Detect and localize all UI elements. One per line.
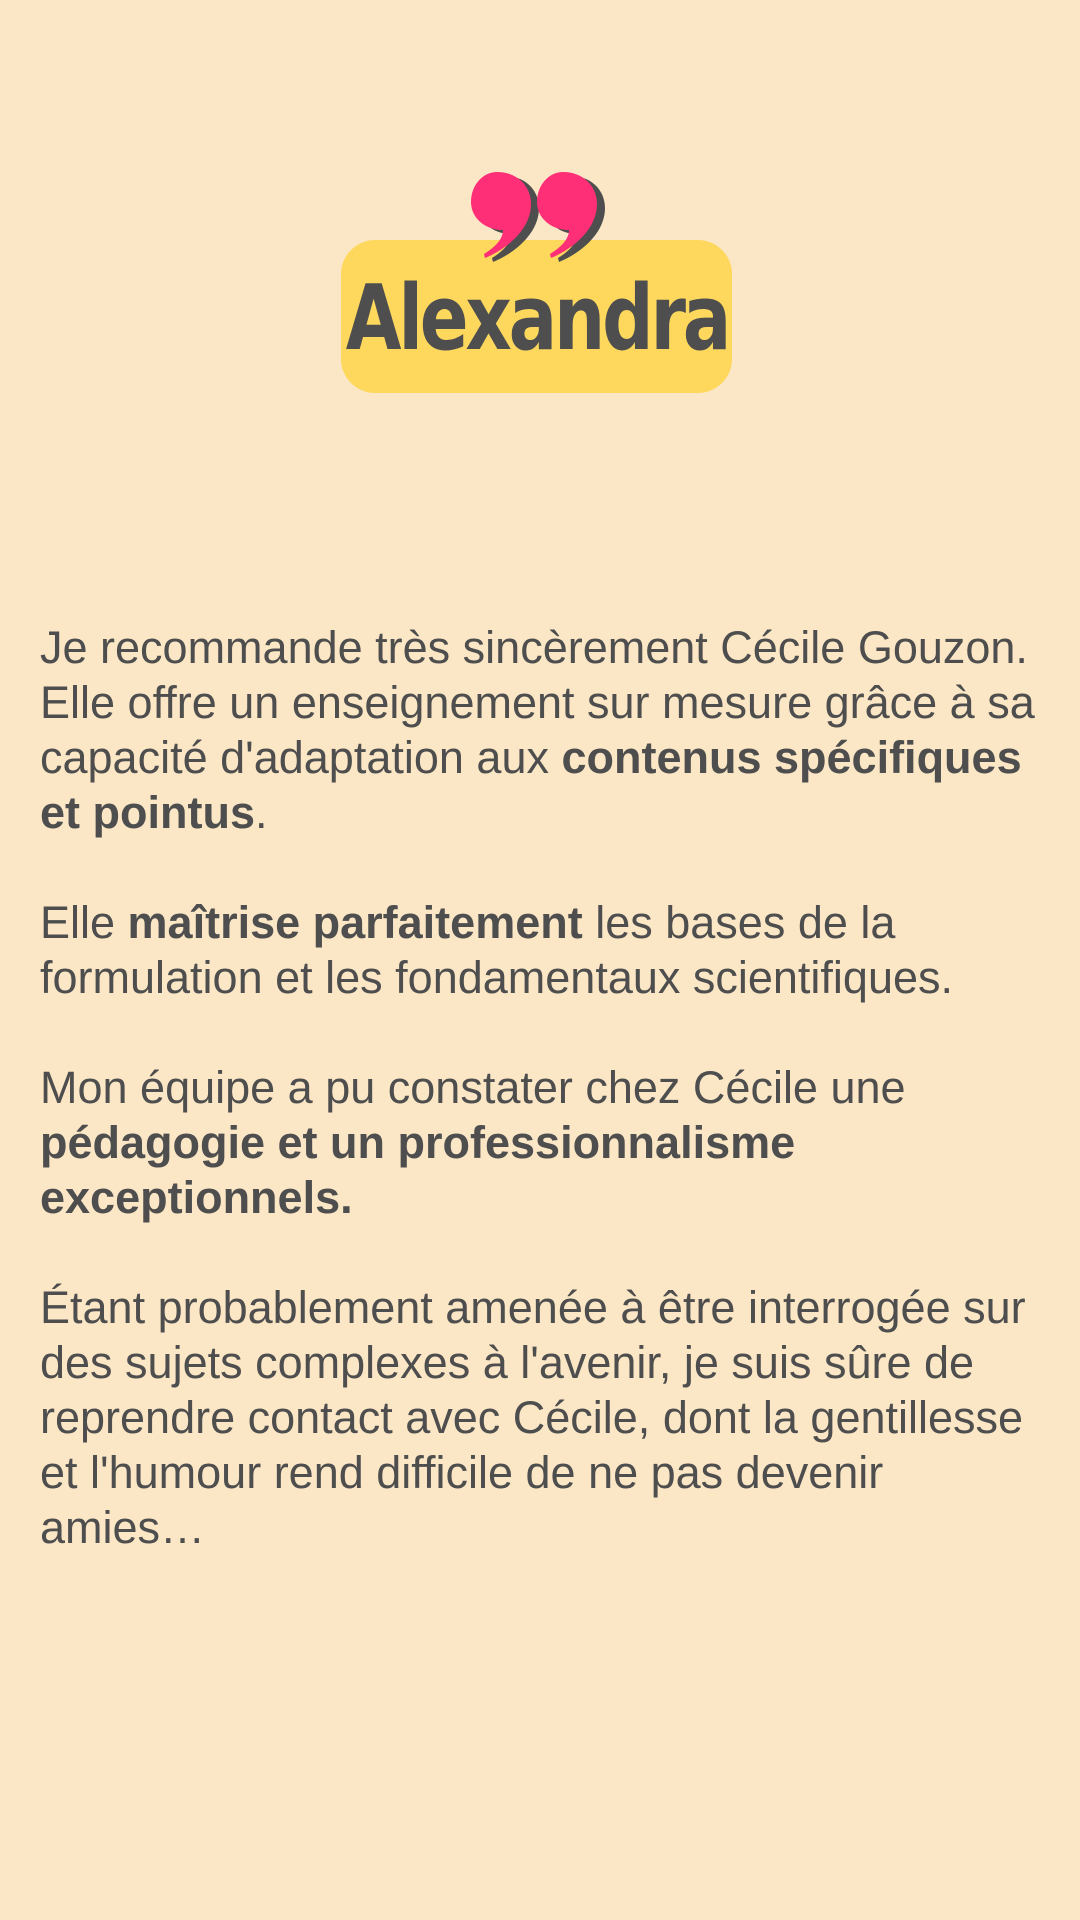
paragraph-text: . <box>254 787 268 838</box>
paragraph-text: les bases de la formulation et les fondamentaux scientifiques. <box>40 897 954 1003</box>
paragraph-text: Mon équipe a pu constater chez Cécile une <box>40 1062 906 1113</box>
testimonial-text <box>40 620 1050 1555</box>
double-quote-icon <box>465 170 610 270</box>
paragraph-bold: pédagogie et un professionnalisme exceptionnels. <box>40 1117 796 1223</box>
testimonial-paragraph-3 <box>40 1060 1050 1225</box>
paragraph-bold: maîtrise parfaitement <box>127 897 583 948</box>
testimonial-paragraph-4 <box>40 1280 1050 1555</box>
paragraph-text: Je recommande très sincèrement Cécile Gouzon. Elle offre un enseignement sur mesure grâce à sa capacité d'adaptation aux <box>40 622 1035 783</box>
testimonial-paragraph-2 <box>40 895 1050 1005</box>
testimonial-paragraph-1 <box>40 620 1050 840</box>
paragraph-bold: contenus spécifiques et pointus <box>40 732 1022 838</box>
author-name: Alexandra <box>345 265 728 371</box>
paragraph-text: Étant probablement amenée à être interrogée sur des sujets complexes à l'avenir, je suis sûre de reprendre contact avec Cécile, dont la gentillesse et l'humour rend difficile de ne pas devenir amies… <box>40 1282 1026 1553</box>
paragraph-text: Elle <box>40 897 128 948</box>
